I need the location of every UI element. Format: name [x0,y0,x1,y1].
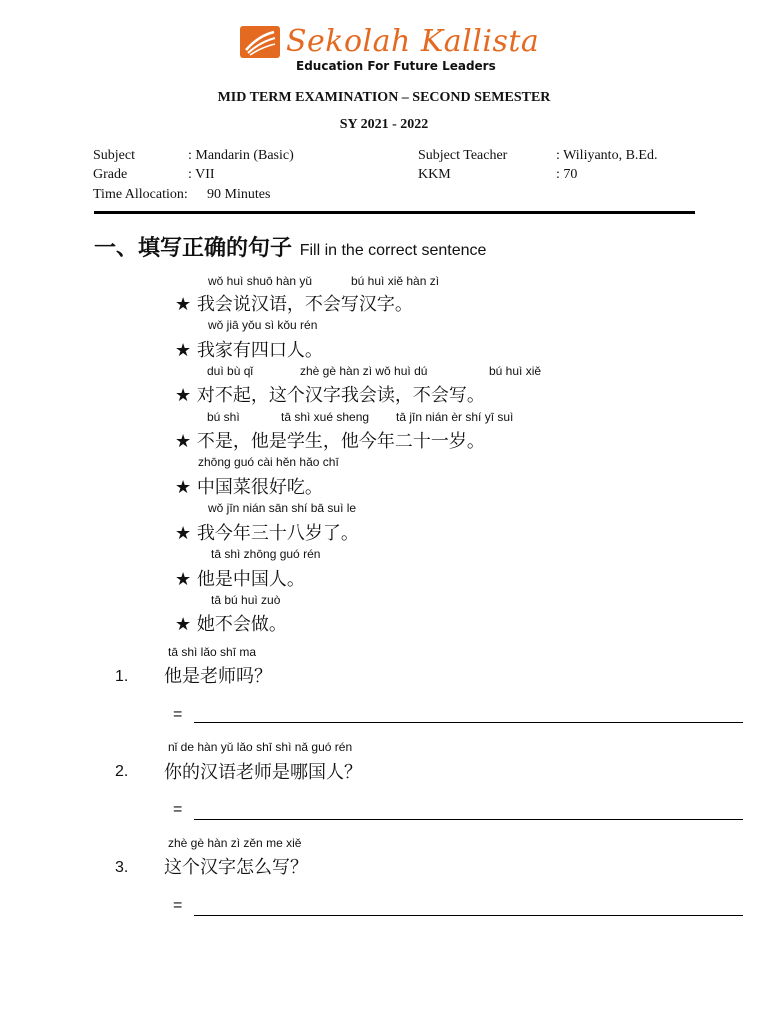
pinyin: zhè gè hàn zì wǒ huì dú [300,364,428,378]
section-heading [94,231,486,262]
sentence-item: ★ 对不起，这个汉字我会读，不会写。 [175,385,485,406]
pinyin: bú huì xiě hàn zì [351,274,440,288]
kkm-label: KKM [418,167,451,182]
sentence-item: ★ 他是中国人。 [175,569,305,590]
subject-label: Subject [93,148,135,163]
sentence-item: ★ 我今年三十八岁了。 [175,523,359,544]
header-divider [94,211,695,214]
school-logo [240,24,539,59]
pinyin: wǒ huì shuō hàn yǔ [208,274,313,288]
pinyin: wǒ jīn nián sān shí bā suì le [208,501,357,515]
pinyin: tā shì zhōng guó rén [211,547,321,561]
school-tagline: Education For Future Leaders [296,59,496,73]
sentence-item: ★ 我家有四口人。 [175,340,323,361]
question-number: 3. [115,859,129,876]
question-number: 1. [115,668,129,685]
subject-value: : Mandarin (Basic) [188,148,294,163]
sentence-item: ★ 中国菜很好吃。 [175,477,323,498]
pinyin: tā shì xué sheng [281,410,370,424]
question-text: 你的汉语老师是哪国人？ [164,762,362,783]
answer-line[interactable] [194,722,743,723]
section-title-zh: 一、填写正确的句子 [94,236,293,261]
question-pinyin: zhè gè hàn zì zěn me xiě [168,836,302,850]
grade-label: Grade [93,167,128,182]
pinyin: tā jīn nián èr shí yī suì [396,410,514,424]
question-number: 2. [115,763,129,780]
equals-sign: = [173,897,183,914]
pinyin: wǒ jiā yǒu sì kǒu rén [208,318,318,332]
sentence-item: ★ 不是，他是学生，他今年二十一岁。 [175,431,485,452]
equals-sign: = [173,706,183,723]
sentence-item: ★ 她不会做。 [175,614,287,635]
question-text: 他是老师吗？ [164,666,272,687]
sentence-item: ★ 我会说汉语，不会写汉字。 [175,294,413,315]
pinyin: tā bú huì zuò [211,593,281,607]
pinyin: zhōng guó cài hěn hǎo chī [198,455,339,469]
time-value: 90 Minutes [207,187,271,202]
teacher-label: Subject Teacher [418,148,508,163]
pinyin: duì bù qǐ [207,364,254,378]
kkm-value: : 70 [556,167,578,182]
question-text: 这个汉字怎么写？ [164,857,308,878]
teacher-value: : Wiliyanto, B.Ed. [556,148,658,163]
pinyin: bú shì [207,410,240,424]
answer-line[interactable] [194,819,743,820]
exam-title: MID TERM EXAMINATION – SECOND SEMESTER [217,90,551,105]
pinyin: bú huì xiě [489,364,542,378]
equals-sign: = [173,801,183,818]
exam-year: SY 2021 - 2022 [339,117,429,132]
grade-value: : VII [188,167,215,182]
question-pinyin: tā shì lǎo shī ma [168,645,257,659]
answer-line[interactable] [194,915,743,916]
quill-logo-icon [240,26,280,58]
school-name: Sekolah Kallista [286,24,540,59]
section-title-en: Fill in the correct sentence [299,242,487,259]
question-pinyin: nǐ de hàn yǔ lǎo shī shì nǎ guó rén [168,740,353,754]
time-label: Time Allocation: [93,187,188,202]
